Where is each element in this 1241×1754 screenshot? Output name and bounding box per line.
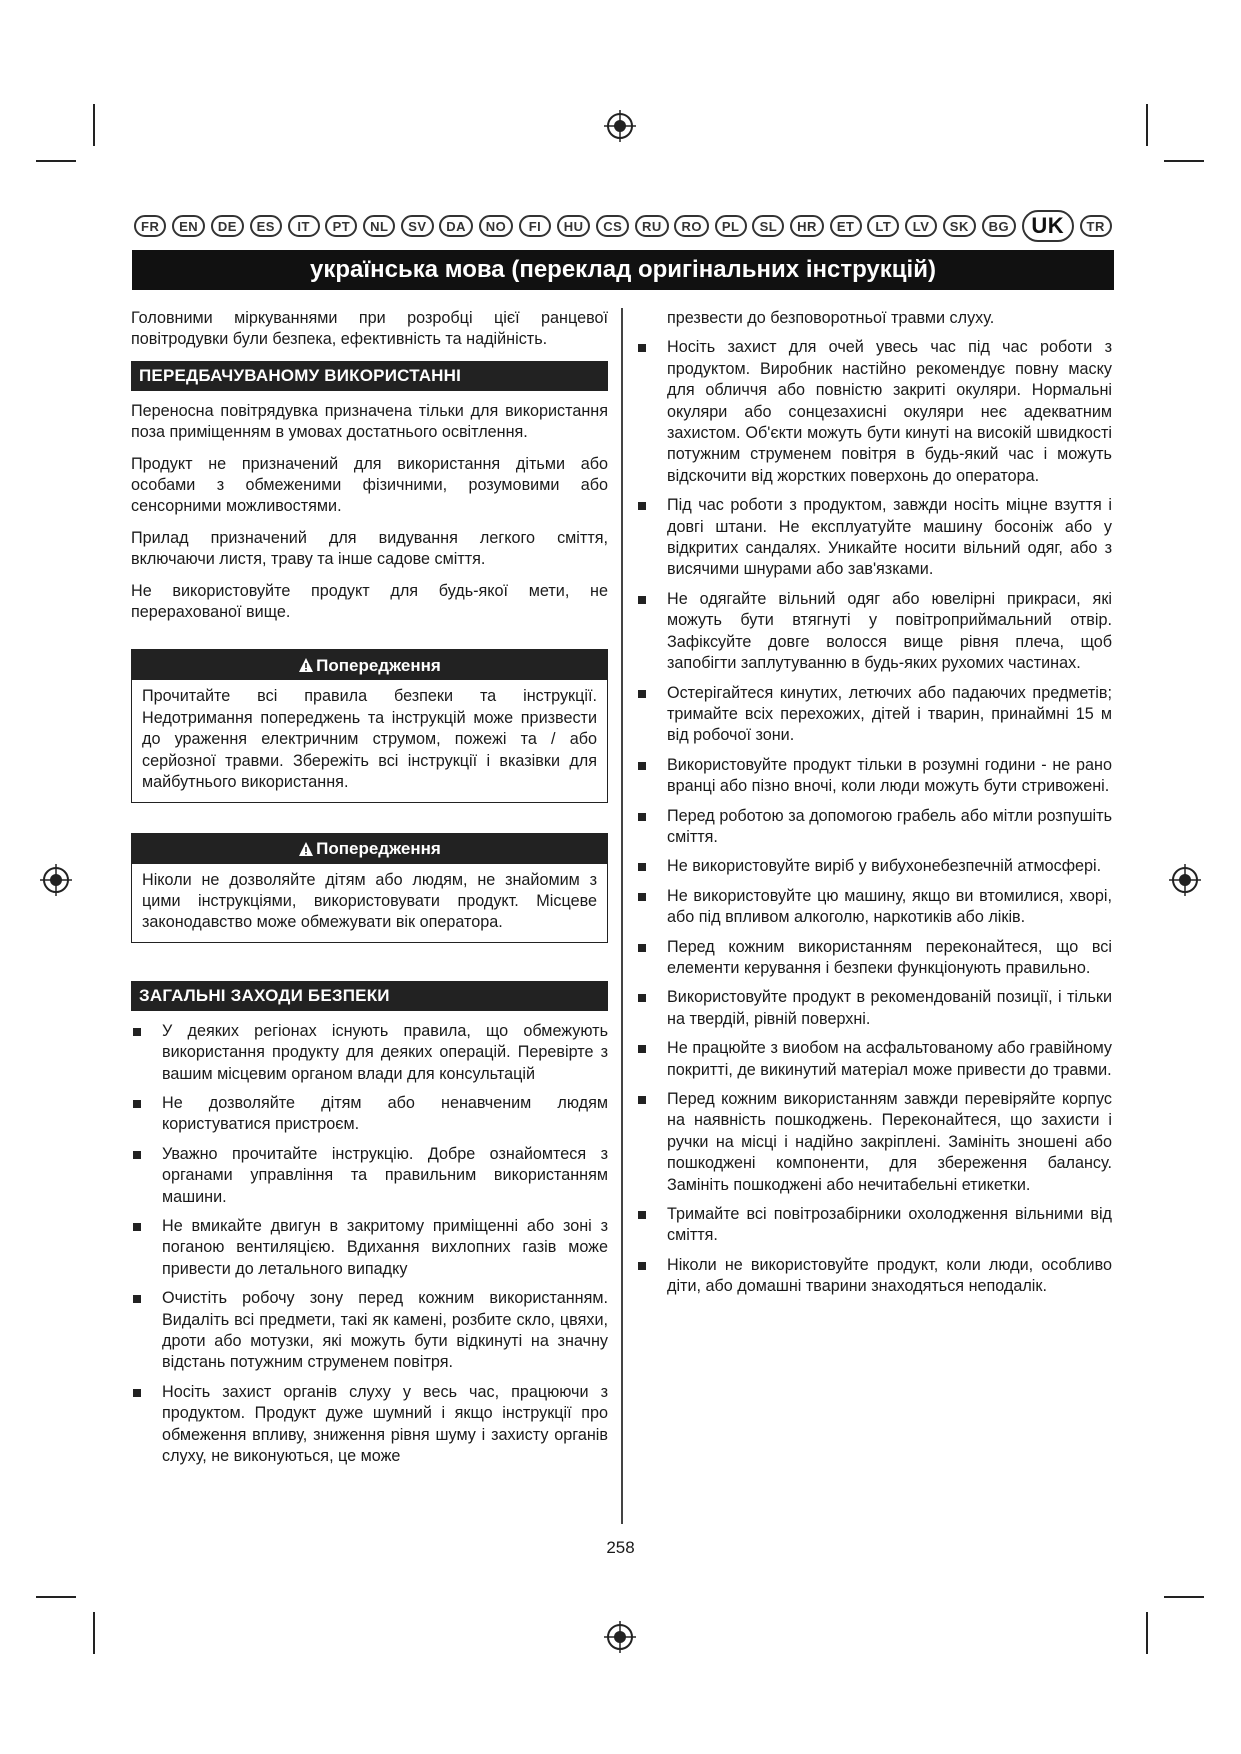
lang-badge-sl: SL [752, 215, 784, 237]
lang-badge-hr: HR [790, 215, 824, 237]
page-title: українська мова (переклад оригінальних інструкцій) [132, 250, 1114, 290]
intended-use-paragraph: Продукт не призначений для використання дітьми або особами з обмеженими фізичними, розумовими або сенсорними можливостями. [131, 454, 608, 516]
lang-badge-es: ES [250, 215, 282, 237]
language-bar [134, 208, 1112, 244]
intended-use-paragraph: Не використовуйте продукт для будь-якої мети, не перерахованої вище. [131, 581, 608, 622]
crop-mark [93, 104, 95, 146]
list-item: Не працюйте з виобом на асфальтованому або гравійному покритті, де викинутий матеріал може привести до травми. [636, 1038, 1112, 1081]
crop-mark [36, 160, 76, 162]
lang-badge-de: DE [211, 215, 244, 237]
lang-badge-pl: PL [715, 215, 747, 237]
list-item: Використовуйте продукт тільки в розумні години - не рано вранці або пізно вночі, коли люди можуть бути стривожені. [636, 755, 1112, 798]
warning-heading [132, 650, 607, 680]
lang-badge-no: NO [479, 215, 514, 237]
list-item: Перед кожним використанням переконайтеся, що всі елементи керування і безпеки функціонують правильно. [636, 937, 1112, 980]
warning-text: Прочитайте всі правила безпеки та інструкції. Недотримання попереджень та інструкцій може призвести до ураження електричним струмом, пожежі та / або серйозної травми. Збережіть всі інструкції і вказівки для майбутнього використання. [142, 687, 597, 792]
lang-badge-ro: RO [674, 215, 709, 237]
registration-mark-icon [1168, 863, 1202, 897]
crop-mark [36, 1596, 76, 1598]
list-item: Носіть захист органів слуху у весь час, працюючи з продуктом. Продукт дуже шумний і якщо інструкції про обмеження впливу, зниження рівня шуму і захисту органів слуху, не виконуються, це може [131, 1382, 608, 1468]
left-column [131, 308, 608, 1475]
list-item: Не вмикайте двигун в закритому приміщенні або зоні з поганою вентиляцією. Вдихання вихлопних газів може привести до летального випадку [131, 1216, 608, 1280]
lang-badge-cs: CS [596, 215, 629, 237]
lang-badge-et: ET [830, 215, 862, 237]
lang-badge-sk: SK [943, 215, 976, 237]
list-item: Не одягайте вільний одяг або ювелірні прикраси, які можуть бути втягнуті у повітроприймальний отвір. Зафіксуйте довге волосся вище рівня плеча, щоб запобігти заплутуванню в будь-яких рухомих частинах. [636, 589, 1112, 675]
lang-badge-sv: SV [401, 215, 433, 237]
registration-mark-icon [603, 1620, 637, 1654]
crop-mark [93, 1612, 95, 1654]
list-item: Остерігайтеся кинутих, летючих або падаючих предметів; тримайте всіх перехожих, дітей і тварин, принаймні 15 м від робочої зони. [636, 683, 1112, 747]
list-item: Перед роботою за допомогою грабель або мітли розпушіть сміття. [636, 806, 1112, 849]
list-item: Уважно прочитайте інструкцію. Добре ознайомтеся з органами управління та правильним використанням машини. [131, 1144, 608, 1208]
lang-badge-pt: PT [325, 215, 357, 237]
list-item: Не використовуйте виріб у вибухонебезпечній атмосфері. [636, 856, 1112, 877]
page-number: 258 [606, 1538, 635, 1557]
list-item-continuation: презвести до безповоротньої травми слуху. [667, 309, 995, 327]
lang-badge-nl: NL [363, 215, 395, 237]
warning-icon [298, 841, 314, 857]
crop-mark [1164, 160, 1204, 162]
warning-heading-text: Попередження [316, 655, 441, 675]
list-item: Не використовуйте цю машину, якщо ви втомилися, хворі, або під впливом алкоголю, наркотиків або ліків. [636, 886, 1112, 929]
section-heading-safety: ЗАГАЛЬНІ ЗАХОДИ БЕЗПЕКИ [131, 981, 608, 1011]
warning-icon [298, 657, 314, 673]
warning-heading [132, 834, 607, 864]
lang-badge-lv: LV [905, 215, 937, 237]
lang-badge-fr: FR [134, 215, 166, 237]
crop-mark [1146, 104, 1148, 146]
crop-mark [1146, 1612, 1148, 1654]
warning-box [131, 833, 608, 943]
safety-list-left [131, 1021, 608, 1468]
list-item: Очистіть робочу зону перед кожним використанням. Видаліть всі предмети, такі як камені, розбите скло, цвяхи, дроти або мотузки, які можуть бути відкинуті на значну відстань потужним струменем повітря. [131, 1288, 608, 1374]
warning-heading-text: Попередження [316, 838, 441, 858]
safety-list-right [636, 308, 1112, 1298]
lang-badge-da: DA [439, 215, 473, 237]
lang-badge-en: EN [172, 215, 205, 237]
registration-mark-icon [603, 109, 637, 143]
lang-badge-tr: TR [1080, 215, 1112, 237]
list-item: Перед кожним використанням завжди перевіряйте корпус на наявність пошкоджень. Переконайтеся, що захисти і ручки на місці і надійно закріплені. Замініть зношені або пошкоджені компоненти, для збереження балансу. Замініть пошкоджені або нечитабельні етикетки. [636, 1089, 1112, 1196]
list-item: Носіть захист для очей увесь час під час роботи з продуктом. Виробник настійно рекомендує повну маску для обличчя або повністю закриті окуляри. Нормальні окуляри або сонцезахисні окуляри неє адекватним захистом. Об'єкти можуть бути кинуті на високій швидкості потужним струменем повітря в будь-який час і можуть відскочити від жорстких поверхонь до оператора. [636, 337, 1112, 487]
section-heading-intended-use: ПЕРЕДБАЧУВАНОМУ ВИКОРИСТАННІ [131, 361, 608, 391]
registration-mark-icon [39, 863, 73, 897]
crop-mark [1164, 1596, 1204, 1598]
list-item: Тримайте всі повітрозабірники охолодження вільними від сміття. [636, 1204, 1112, 1247]
intended-use-paragraph: Прилад призначений для видування легкого сміття, включаючи листя, траву та інше садове сміття. [131, 528, 608, 569]
lang-badge-fi: FI [519, 215, 551, 237]
intro-paragraph: Головними міркуваннями при розробці цієї ранцевої повітродувки були безпека, ефективність та надійність. [131, 309, 608, 349]
right-column [636, 308, 1112, 1306]
warning-text: Ніколи не дозволяйте дітям або людям, не знайомим з цими інструкціями, використовувати продукт. Місцеве законодавство може обмежувати вік оператора. [142, 870, 597, 932]
list-item: У деяких регіонах існують правила, що обмежують використання продукту для деяких операцій. Перевірте з вашим місцевим органом влади для консультацій [131, 1021, 608, 1085]
intended-use-paragraph: Переносна повітрядувка призначена тільки для використання поза приміщенням в умовах достатнього освітлення. [131, 401, 608, 442]
warning-box [131, 649, 608, 802]
lang-badge-lt: LT [867, 215, 899, 237]
lang-badge-bg: BG [982, 215, 1017, 237]
list-item: Під час роботи з продуктом, завжди носіть міцне взуття і довгі штани. Не експлуатуйте машину босоніж або у відкритих сандалях. Уникайте носити вільний одяг, або з висячими шнурами або зав'язками. [636, 495, 1112, 581]
lang-badge-uk-active: UK [1022, 210, 1074, 242]
list-item: Ніколи не використовуйте продукт, коли люди, особливо діти, або домашні тварини знаходяться неподалік. [636, 1255, 1112, 1298]
lang-badge-hu: HU [557, 215, 591, 237]
list-item: Використовуйте продукт в рекомендованій позиції, і тільки на твердій, рівній поверхні. [636, 987, 1112, 1030]
list-item: Не дозволяйте дітям або ненавченим людям користуватися пристроєм. [131, 1093, 608, 1136]
lang-badge-ru: RU [635, 215, 669, 237]
column-divider [621, 308, 623, 1524]
lang-badge-it: IT [288, 215, 320, 237]
